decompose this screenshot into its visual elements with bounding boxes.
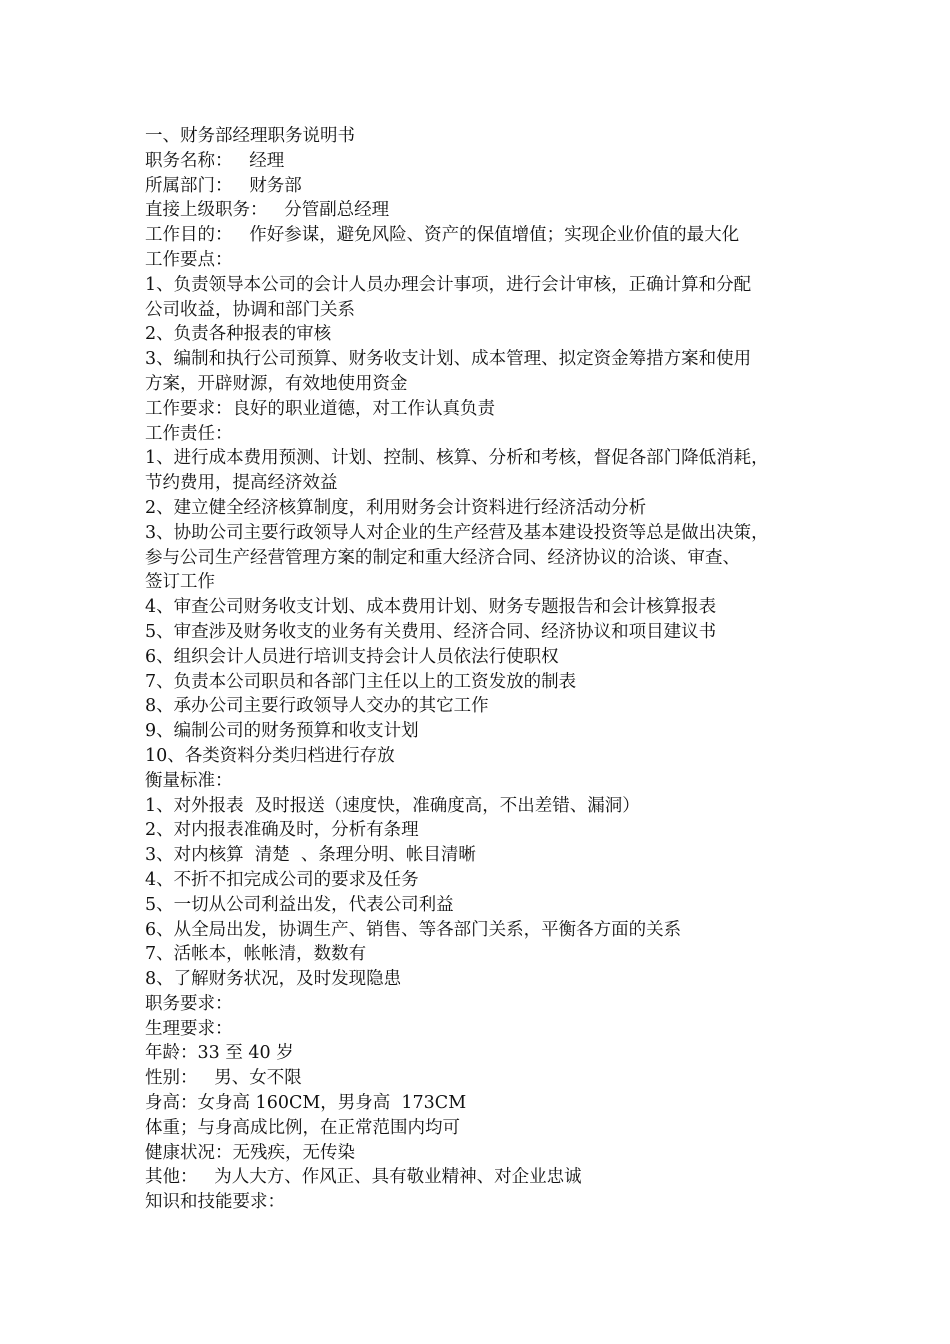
text-line: 6、从全局出发，协调生产、销售、等各部门关系，平衡各方面的关系 xyxy=(145,919,682,940)
text-line: 节约费用，提高经济效益 xyxy=(145,473,338,494)
text-line: 1、负责领导本公司的会计人员办理会计事项，进行会计审核，正确计算和分配 xyxy=(145,274,752,295)
field-health: 健康状况：无残疾，无传染 xyxy=(145,1142,355,1163)
text-line: 公司收益，协调和部门关系 xyxy=(145,299,355,320)
text-line: 3、协助公司主要行政领导人对企业的生产经营及基本建设投资等总是做出决策， xyxy=(145,522,769,543)
field-age: 年龄：33 至 40 岁 xyxy=(145,1043,294,1064)
section-heading-work-responsibilities: 工作责任： xyxy=(145,423,233,444)
text-line: 1、进行成本费用预测、计划、控制、核算、分析和考核，督促各部门降低消耗， xyxy=(145,448,769,469)
text-line: 8、了解财务状况，及时发现隐患 xyxy=(145,969,402,990)
section-heading-work-points: 工作要点： xyxy=(145,249,233,270)
text-line: 4、审查公司财务收支计划、成本费用计划、财务专题报告和会计核算报表 xyxy=(145,597,717,618)
text-line: 2、建立健全经济核算制度，利用财务会计资料进行经济活动分析 xyxy=(145,497,647,518)
text-line: 1、对外报表 及时报送（速度快，准确度高，不出差错、漏洞） xyxy=(145,795,640,816)
section-heading-knowledge-skills: 知识和技能要求： xyxy=(145,1192,285,1213)
text-line: 7、活帐本，帐帐清，数数有 xyxy=(145,944,367,965)
field-height: 身高：女身高 160CM，男身高 173CM xyxy=(145,1093,467,1114)
text-line: 7、负责本公司职员和各部门主任以上的工资发放的制表 xyxy=(145,671,577,692)
field-job-title: 职务名称： 经理 xyxy=(145,150,285,171)
section-heading-physical-requirements: 生理要求： xyxy=(145,1018,233,1039)
text-line: 5、审查涉及财务收支的业务有关费用、经济合同、经济协议和项目建议书 xyxy=(145,621,717,642)
text-line: 2、对内报表准确及时，分析有条理 xyxy=(145,820,419,841)
field-direct-superior: 直接上级职务： 分管副总经理 xyxy=(145,200,390,221)
text-line: 2、负责各种报表的审核 xyxy=(145,324,332,345)
document-title: 一、财务部经理职务说明书 xyxy=(145,126,355,146)
field-other: 其他： 为人大方、作风正、具有敬业精神、对企业忠诚 xyxy=(145,1167,582,1188)
text-line: 9、编制公司的财务预算和收支计划 xyxy=(145,721,419,742)
field-weight: 体重；与身高成比例，在正常范围内均可 xyxy=(145,1117,460,1138)
text-line: 3、对内核算 清楚 、条理分明、帐目清晰 xyxy=(145,845,476,866)
text-line: 签订工作 xyxy=(145,572,215,593)
text-line: 3、编制和执行公司预算、财务收支计划、成本管理、拟定资金筹措方案和使用 xyxy=(145,349,752,370)
field-department: 所属部门： 财务部 xyxy=(145,175,302,196)
section-heading-job-requirements: 职务要求： xyxy=(145,993,233,1014)
text-line: 5、一切从公司利益出发，代表公司利益 xyxy=(145,894,454,915)
text-line: 4、不折不扣完成公司的要求及任务 xyxy=(145,869,419,890)
text-line: 方案，开辟财源，有效地使用资金 xyxy=(145,373,408,394)
field-work-purpose: 工作目的： 作好参谋，避免风险、资产的保值增值；实现企业价值的最大化 xyxy=(145,225,740,246)
text-line: 6、组织会计人员进行培训支持会计人员依法行使职权 xyxy=(145,646,559,667)
text-line: 8、承办公司主要行政领导人交办的其它工作 xyxy=(145,696,489,717)
section-heading-measurement-standards: 衡量标准： xyxy=(145,770,233,791)
field-gender: 性别： 男、女不限 xyxy=(145,1068,302,1089)
field-work-requirements: 工作要求：良好的职业道德，对工作认真负责 xyxy=(145,398,495,419)
text-line: 参与公司生产经营管理方案的制定和重大经济合同、经济协议的洽谈、审查、 xyxy=(145,547,740,568)
text-line: 10、各类资料分类归档进行存放 xyxy=(145,745,395,766)
document-body xyxy=(145,124,835,1215)
